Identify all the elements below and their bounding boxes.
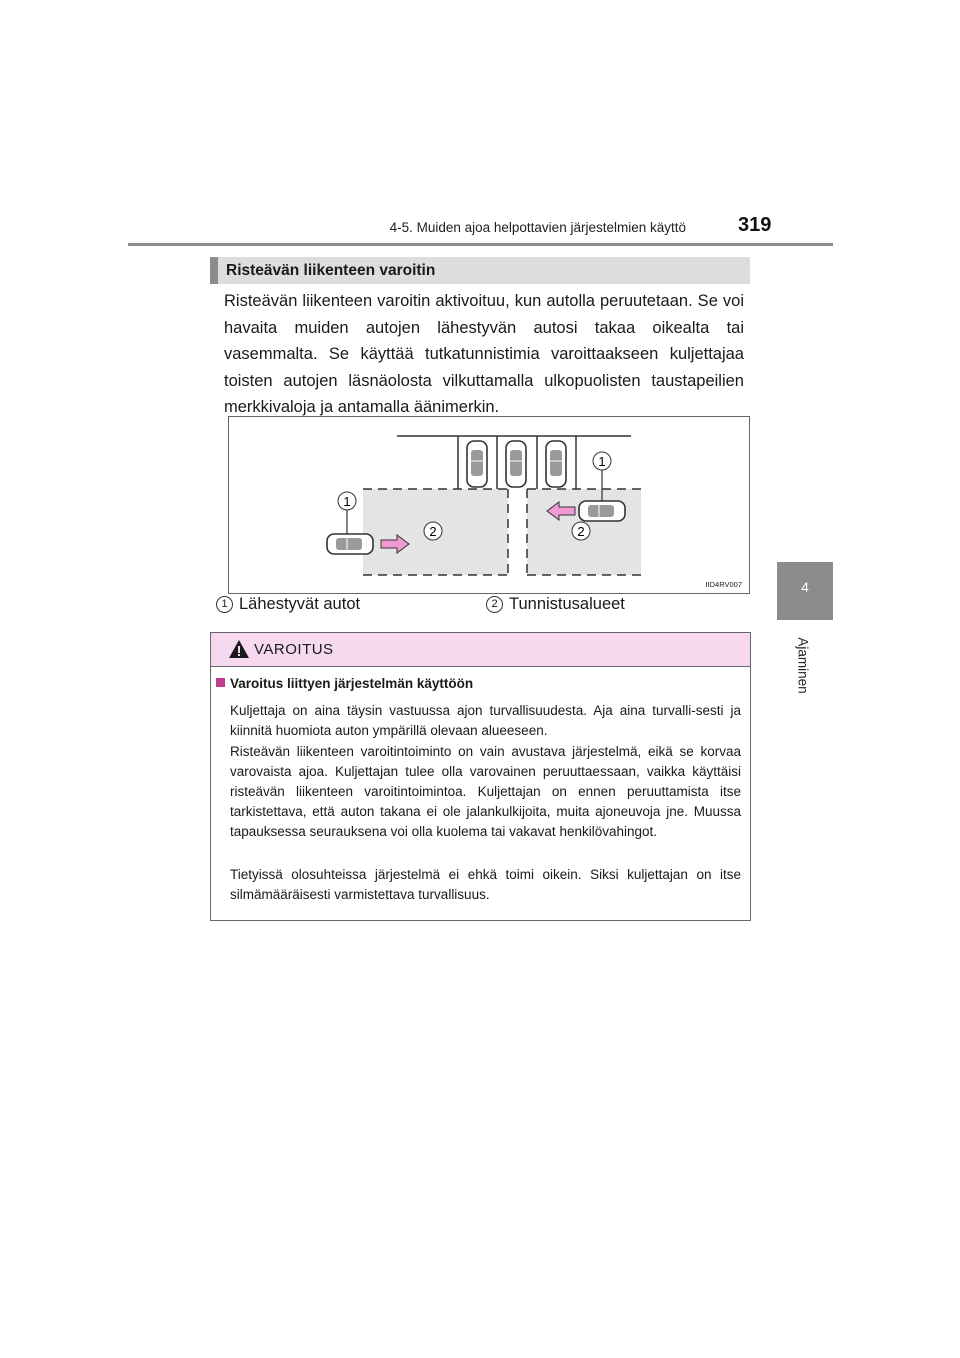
warning-paragraph-3: Tietyissä olosuhteissa järjestelmä ei ehkä toimi oikein. Siksi kuljettajan on itse silmämääräisesti varmistettava turvallisuus. (230, 867, 741, 902)
chapter-number: 4 (801, 579, 809, 595)
callout-2-left (424, 522, 442, 540)
warning-label: VAROITUS (254, 641, 334, 658)
bullet-square-icon (216, 678, 225, 687)
callout-1-left (338, 492, 356, 510)
callout-1-right (593, 452, 611, 470)
figure-code: IID4RV007 (705, 580, 742, 589)
warning-subtitle: Varoitus liittyen järjestelmän käyttöön (216, 676, 473, 691)
legend-label: Lähestyvät autot (239, 595, 361, 613)
warning-paragraph-2: Risteävän liikenteen varoitintoiminto on vain avustava järjestelmä, eikä se korvaa varovaista ajoa. Kuljettajan tulee olla varovainen peruuttaessaan, vaikka käyttäisi risteävän liikenteen varoitintoimintoa. Kuljettajan on ennen peruuttamista itse tarkistettava, että auton takana ei ole jalankulkijoita, muita ajoneuvoja jne. Muussa tapauksessa seurauksena voi olla kuolema tai vakavat henkilövahingot. (230, 744, 741, 839)
legend-number: 1 (216, 596, 233, 613)
header-divider (128, 243, 833, 246)
svg-text:2: 2 (577, 524, 585, 539)
section-heading-bar (210, 257, 750, 284)
callout-2-right (572, 522, 590, 540)
header-section-title: 4-5. Muiden ajoa helpottavien järjestelmien käyttö (389, 220, 686, 235)
section-body-text: Risteävän liikenteen varoitin aktivoituu, kun autolla peruutetaan. Se voi havaita muiden autojen lähestyvän autosi takaa oikealta tai vasemmalta. Se käyttää tutkatunnistimia varoittaakseen kuljettajaa toisten autojen läsnäolosta vilkuttamalla ulkopuolisten taustapeilien merkkivaloja ja antamalla äänimerkin. (224, 292, 744, 416)
svg-text:1: 1 (598, 454, 606, 469)
legend-item-1 (216, 595, 360, 617)
legend-item-2 (486, 595, 625, 617)
warning-paragraph-1: Kuljettaja on aina täysin vastuussa ajon turvallisuudesta. Aja aina turvalli-sesti ja kiinnitä huomiota auton ympärillä olevaan alueeseen. (230, 703, 741, 738)
svg-text:1: 1 (343, 494, 351, 509)
parked-car-1 (467, 441, 487, 487)
reversing-car (506, 441, 526, 487)
legend-label: Tunnistusalueet (509, 595, 625, 613)
svg-text:2: 2 (429, 524, 437, 539)
chapter-label: Ajaminen (795, 637, 811, 694)
page-number: 319 (738, 214, 772, 236)
parked-car-3 (546, 441, 566, 487)
parking-diagram (228, 416, 750, 594)
warning-box (210, 632, 751, 921)
legend-number: 2 (486, 596, 503, 613)
section-title: Risteävän liikenteen varoitin (226, 262, 436, 279)
warning-triangle-icon (228, 639, 250, 659)
section-heading-accent (210, 257, 218, 284)
approaching-car-left (327, 534, 373, 554)
chapter-tab (777, 562, 833, 620)
approaching-car-right (579, 501, 625, 521)
parking-diagram-svg (229, 417, 749, 593)
warning-header (211, 633, 750, 667)
chapter-label-container (757, 628, 847, 698)
